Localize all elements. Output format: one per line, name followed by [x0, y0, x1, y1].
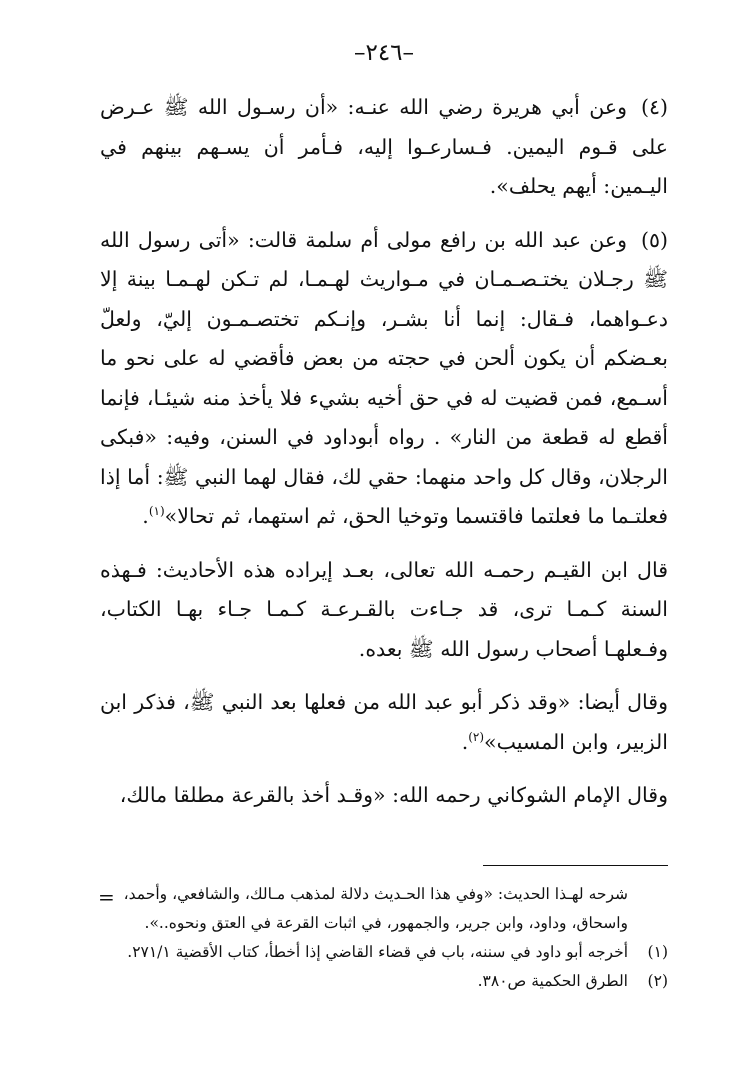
footnote-reference: (٢) [468, 729, 485, 744]
paragraph-end: . [142, 504, 149, 528]
footnote-2 [100, 967, 668, 996]
footnote-separator [483, 865, 668, 866]
paragraph-hadith-5 [100, 221, 668, 537]
paragraph-end: . [461, 729, 469, 754]
paragraph-text: وقال الإمام الشوكاني رحمه الله: «وقـد أخذ بالقرعة مطلقا مالك، [119, 783, 668, 807]
paragraph-hadith-4 [100, 88, 668, 207]
footnotes [100, 880, 668, 996]
paragraph-text: قال ابن القيـم رحمـه الله تعالى، بعـد إيراده هذه الأحاديث: فـهذه السنة كـمـا ترى، قد جـاءت بالقـرعـة كـمـا جـاء بهـا الكتاب، وفـعلهـا أصحاب رسول الله ﷺ بعده. [100, 557, 668, 661]
footnote-reference: (١) [148, 504, 165, 519]
paragraph-text: وعن عبد الله بن رافع مولى أم سلمة قالت: «أتى رسول الله ﷺ رجـلان يختـصـمـان في مـواريث لهـمـا، لم تـكن لهـمـا بينة إلا دعـواهما، فـقال: إنما أنا بشـر، وإنـكم تختصـمـون إليّ، ولعلّ بعـضكم أن يكون ألحن في حجته من بعض فأقضي له على نحو ما أسـمع، فمن قضيت له في حق أخيه بشيء فلا يأخذ منه شيئـا، فإنما أقطع له قطعة من النار» . رواه أبوداود في السنن، وفيه: «فبكى الرجلان، وقال كل واحد منهما: حقي لك، فقال لهما النبي ﷺ: أما إذا فعلتـما ما فعلتما فاقتسما وتوخيا الحق، ثم استهما، ثم تحالا» [100, 227, 668, 528]
paragraph-text: وعن أبي هريرة رضي الله عنـه: «أن رسـول الله ﷺ عـرض على قـوم اليمين. فـسارعـوا إليه، فـأمر أن يسـهم بينهم في اليـمين: أيهم يحلف». [100, 95, 668, 198]
footnote-marker: (١) [647, 943, 668, 961]
paragraph-ibn-qayyim [100, 551, 668, 670]
page-number: –٢٤٦– [353, 40, 415, 66]
paragraph-shawkani [100, 776, 668, 816]
footnote-1 [100, 938, 668, 967]
footnote-text: الطرق الحكمية ص٣٨٠. [477, 972, 628, 990]
hadith-number: (٤) [640, 95, 668, 119]
footnote-continuation-text: شرحه لهـذا الحديث: «وفي هذا الحـديث دلالة لمذهب مـالك، والشافعي، وأحمد، واسحاق، وداود، وابن جرير، والجمهور، في اثبات القرعة في العتق ونحوه..». [123, 885, 628, 932]
hadith-number: (٥) [640, 227, 668, 252]
paragraph-text: وقال أيضا: «وقد ذكر أبو عبد الله من فعلها بعد النبي ﷺ، فذكر ابن الزبير، وابن المسيب» [100, 690, 668, 754]
footnote-marker: (٢) [647, 972, 668, 990]
footnote-continuation [100, 880, 668, 938]
continuation-mark: = [98, 885, 115, 909]
footnote-text: أخرجه أبو داود في سننه، باب في قضاء القاضي إذا أخطأ، كتاب الأقضية ٢٧١/١. [127, 943, 628, 961]
paragraph-also-said [100, 683, 668, 762]
